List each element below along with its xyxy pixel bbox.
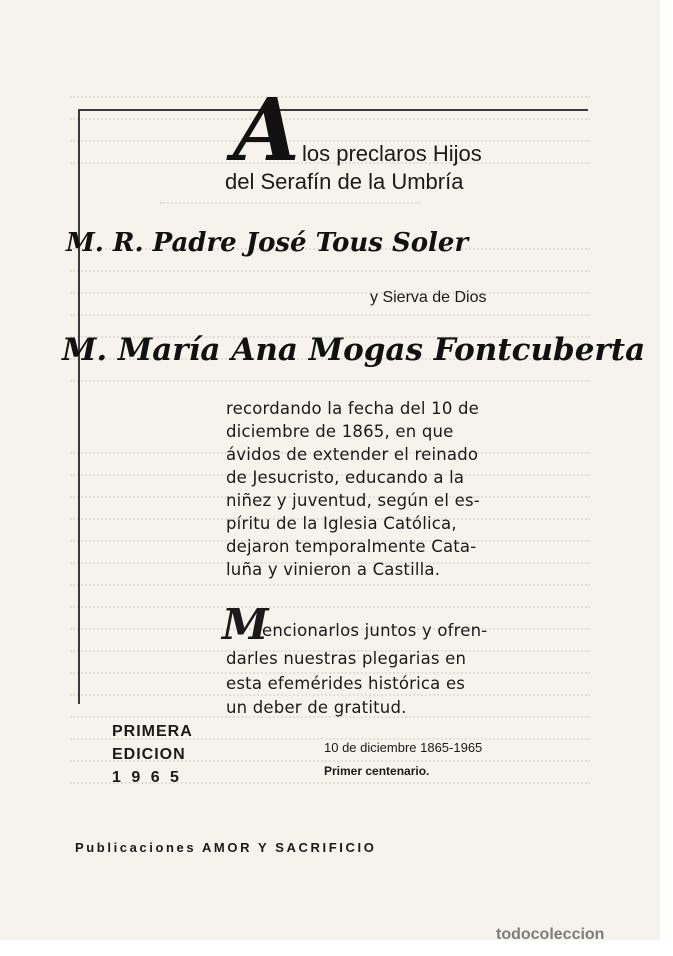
centenary-date: 10 de diciembre 1865-1965 — [324, 740, 483, 755]
dedication-line-1: los preclaros Hijos — [302, 141, 482, 166]
paragraph-2-line: darles nuestras plegarias en — [226, 649, 467, 668]
edition-line-2: EDICION — [112, 746, 186, 763]
paragraph-1-line: luña y vinieron a Castilla. — [226, 560, 441, 579]
edition-year: 1 9 6 5 — [112, 769, 182, 786]
paragraph-1-line: píritu de la Iglesia Católica, — [226, 514, 457, 533]
paragraph-1-line: diciembre de 1865, en que — [226, 422, 454, 441]
site-watermark: todocoleccion — [496, 926, 605, 943]
paragraph-2-line: un deber de gratitud. — [226, 698, 407, 717]
padre-name: M. R. Padre José Tous Soler — [66, 228, 469, 258]
publisher-footer: Publicaciones AMOR Y SACRIFICIO — [75, 840, 377, 855]
paragraph-2-initial: M — [222, 600, 269, 649]
paragraph-1-line: ávidos de extender el reinado — [226, 445, 479, 464]
madre-name: M. María Ana Mogas Fontcuberta — [62, 332, 646, 368]
centenary-label: Primer centenario. — [324, 764, 430, 778]
paragraph-1-line: de Jesucristo, educando a la — [226, 468, 465, 487]
paragraph-2-line: esta efemérides histórica es — [226, 674, 466, 693]
dedication-initial: A — [233, 80, 298, 181]
frame-top-rule — [78, 109, 588, 111]
dedication-line-2: del Serafín de la Umbría — [225, 169, 464, 194]
paragraph-2-line: encionarlos juntos y ofren- — [262, 621, 488, 640]
frame-left-rule — [78, 109, 80, 704]
edition-line-1: PRIMERA — [112, 723, 193, 740]
paragraph-1-line: niñez y juventud, según el es- — [226, 491, 480, 510]
paragraph-1-line: dejaron temporalmente Cata- — [226, 537, 477, 556]
paragraph-1-line: recordando la fecha del 10 de — [226, 399, 479, 418]
sierva-label: y Sierva de Dios — [370, 289, 487, 306]
